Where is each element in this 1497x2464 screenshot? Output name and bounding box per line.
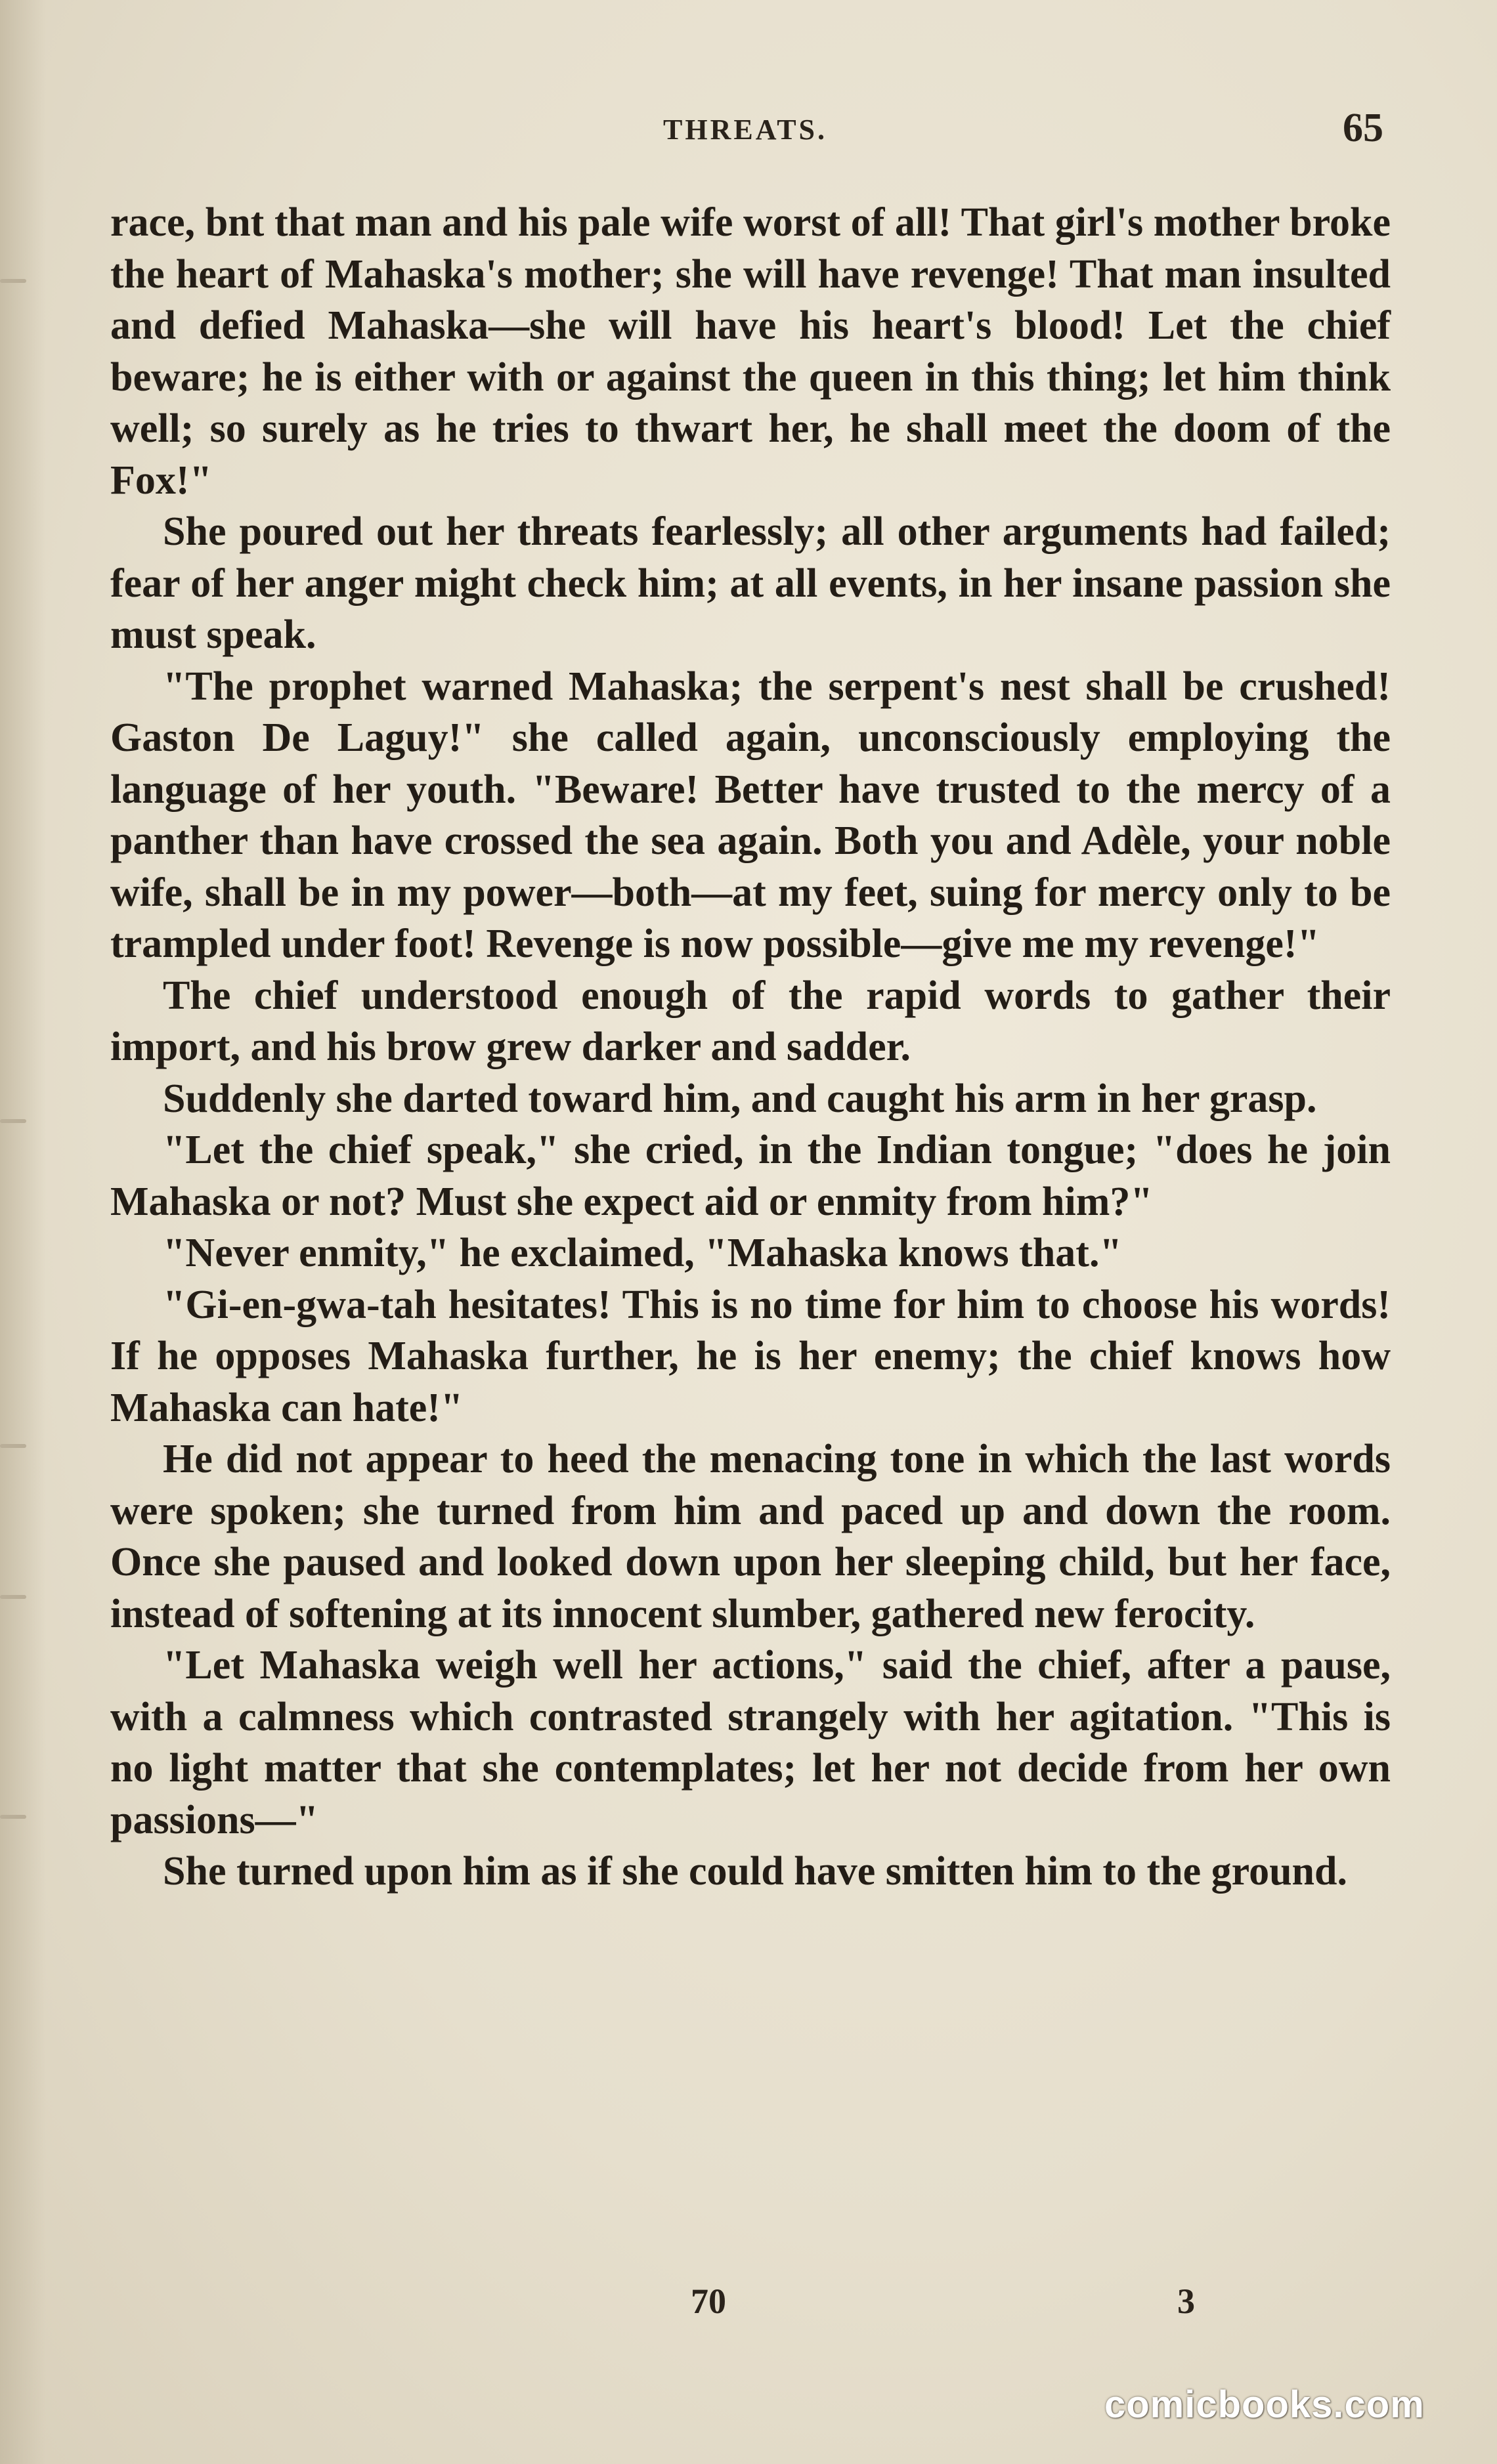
paragraph: Suddenly she darted toward him, and caught his arm in her grasp.	[163, 1076, 1317, 1121]
margin-mark	[0, 1815, 26, 1819]
paragraph: He did not appear to heed the menacing tone in which the last words were spoken; she turned from him and paced up and down the room. Once she paused and looked down upon her sleeping child, but her face, instead of softening at its innocent slumber, gathered new ferocity.	[110, 1437, 1391, 1636]
gathering-mark: 3	[1177, 2282, 1195, 2321]
gutter-shadow	[0, 0, 46, 2464]
margin-mark	[0, 1119, 26, 1123]
paragraph: "The prophet warned Mahaska; the serpent's nest shall be crushed! Gaston De Laguy!" she called again, unconsciously employing the language of her youth. "Beware! Better have trusted to the mercy of a panther than have crossed the sea again. Both you and Adèle, your noble wife, shall be in my power—both—at my feet, suing for mercy only to be trampled under foot! Revenge is now possible—give me my revenge!"	[110, 664, 1391, 966]
margin-mark	[0, 1444, 26, 1448]
page-footer	[0, 2281, 1497, 2340]
paragraph: She turned upon him as if she could have smitten him to the ground.	[163, 1849, 1348, 1894]
signature-number: 70	[691, 2282, 726, 2321]
paragraph: "Gi-en-gwa-tah hesitates! This is no time for him to choose his words! If he opposes Mahaska further, he is her enemy; the chief knows how Mahaska can hate!"	[110, 1282, 1391, 1430]
paragraph: "Never enmity," he exclaimed, "Mahaska knows that."	[163, 1231, 1122, 1275]
paragraph: "Let Mahaska weigh well her actions," said the chief, after a pause, with a calmness which contrasted strangely with her agitation. "This is no light matter that she contemplates; let her not decide from her own passions—"	[110, 1643, 1391, 1842]
page-number: 65	[1343, 106, 1383, 150]
margin-mark	[0, 1595, 26, 1599]
paragraph: "Let the chief speak," she cried, in the Indian tongue; "does he join Mahaska or not? Must she expect aid or enmity from him?"	[110, 1128, 1391, 1224]
running-title: THREATS.	[663, 114, 828, 146]
paragraph: She poured out her threats fearlessly; all other arguments had failed; fear of her anger might check him; at all events, in her insane passion she must speak.	[110, 509, 1391, 657]
paragraph: The chief understood enough of the rapid words to gather their import, and his brow grew darker and sadder.	[110, 973, 1391, 1069]
paragraph: race, bnt that man and his pale wife worst of all! That girl's mother broke the heart of Mahaska's mother; she will have revenge! That man insulted and defied Mahaska—she will have his heart's blood! Let the chief beware; he is either with or against the queen in this thing; let him think well; so surely as he tries to thwart her, he shall meet the doom of the Fox!"	[110, 200, 1391, 503]
watermark: comicbooks.com	[1104, 2383, 1425, 2426]
page-header	[0, 105, 1497, 164]
body-text	[110, 197, 1391, 1898]
margin-mark	[0, 279, 26, 283]
